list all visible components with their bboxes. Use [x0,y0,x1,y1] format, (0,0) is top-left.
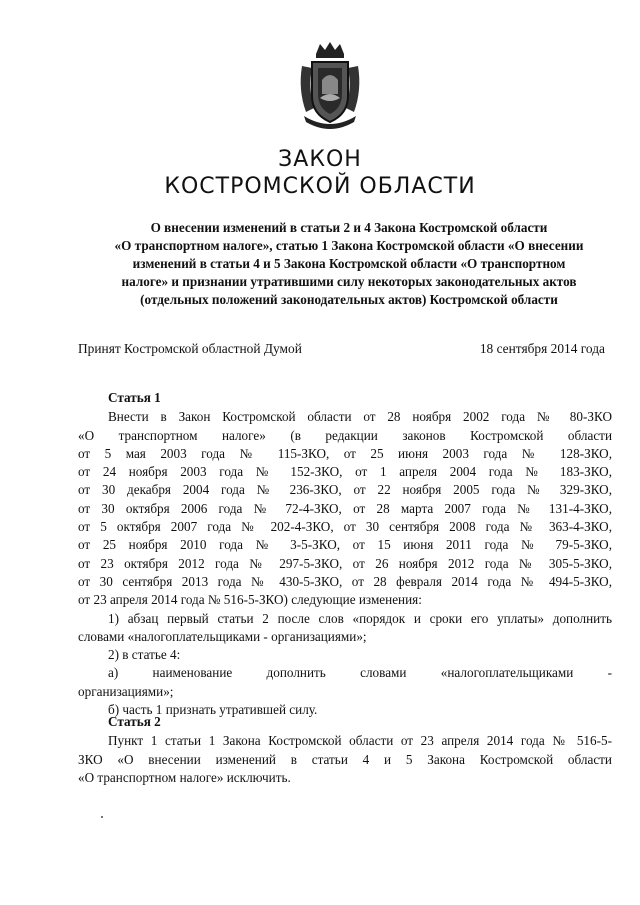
adoption-date: 18 сентября 2014 года [479,341,605,356]
article-2-title: Статья 2 [108,714,161,729]
article-1-line: от 30 сентября 2013 года № 430-5-ЗКО, от 28 февраля 2014 года № 494-5-ЗКО, [78,573,612,589]
article-2-line: ЗКО «О внесении изменений в статьи 4 и 5 Закона Костромской области [78,751,612,767]
article-1 [78,389,612,719]
adoption-line [78,341,605,357]
law-subject [78,219,620,309]
subject-line: изменений в статьи 4 и 5 Закона Костромской области «О транспортном [132,256,566,271]
subject-line: налоге» и признании утратившими силу некоторых законодательных актов [121,274,577,289]
article-1-line: а) наименование дополнить словами «налогоплательщиками - [108,665,612,681]
article-1-line: от 23 октября 2012 года № 297-5-ЗКО, от 26 ноября 2012 года № 305-5-ЗКО, [78,555,612,571]
article-1-line: от 24 ноября 2003 года № 152-ЗКО, от 1 апреля 2004 года № 183-ЗКО, [78,464,612,480]
article-1-line: от 5 мая 2003 года № 115-ЗКО, от 25 июня 2003 года № 128-ЗКО, [78,445,612,461]
article-1-line: 1) абзац первый статьи 2 после слов «порядок и сроки его уплаты» дополнить [108,610,612,626]
article-2-line: Пункт 1 статьи 1 Закона Костромской области от 23 апреля 2014 года № 516-5- [108,733,612,749]
adopted-by: Принят Костромской областной Думой [78,341,302,356]
article-2 [78,713,612,787]
article-2-line: «О транспортном налоге» исключить. [78,769,291,785]
article-1-line: от 25 ноября 2010 года № 3-5-ЗКО, от 15 июня 2011 года № 79-5-ЗКО, [78,537,612,553]
article-1-line: от 30 октября 2006 года № 72-4-ЗКО, от 28 марта 2007 года № 131-4-ЗКО, [78,500,612,516]
subject-line: (отдельных положений законодательных актов) Костромской области [140,292,558,307]
article-1-line: организациями»; [78,683,174,699]
article-1-line: от 23 апреля 2014 года № 516-5-ЗКО) следующие изменения: [78,592,422,608]
subject-line: О внесении изменений в статьи 2 и 4 Закона Костромской области [150,220,548,235]
article-1-line: б) часть 1 признать утратившей силу. [108,702,318,718]
subject-line: «О транспортном налоге», статью 1 Закона Костромской области «О внесении [114,238,584,253]
article-1-line: «О транспортном налоге» (в редакции законов Костромской области [78,427,612,443]
article-1-line: от 30 декабря 2004 года № 236-ЗКО, от 22 ноября 2005 года № 329-ЗКО, [78,482,612,498]
article-1-line: словами «налогоплательщиками - организациями»; [78,628,367,644]
article-1-line: 2) в статье 4: [108,647,181,663]
coat-of-arms-icon [294,40,366,130]
article-1-line: Внести в Закон Костромской области от 28 ноября 2002 года № 80-ЗКО [108,409,612,425]
document-title-line1: ЗАКОН [278,147,362,172]
document-title-line2: КОСТРОМСКОЙ ОБЛАСТИ [164,174,476,199]
article-1-title: Статья 1 [108,390,161,405]
scan-speck [101,816,103,818]
article-1-line: от 5 октября 2007 года № 202-4-ЗКО, от 30 сентября 2008 года № 363-4-ЗКО, [78,519,612,535]
